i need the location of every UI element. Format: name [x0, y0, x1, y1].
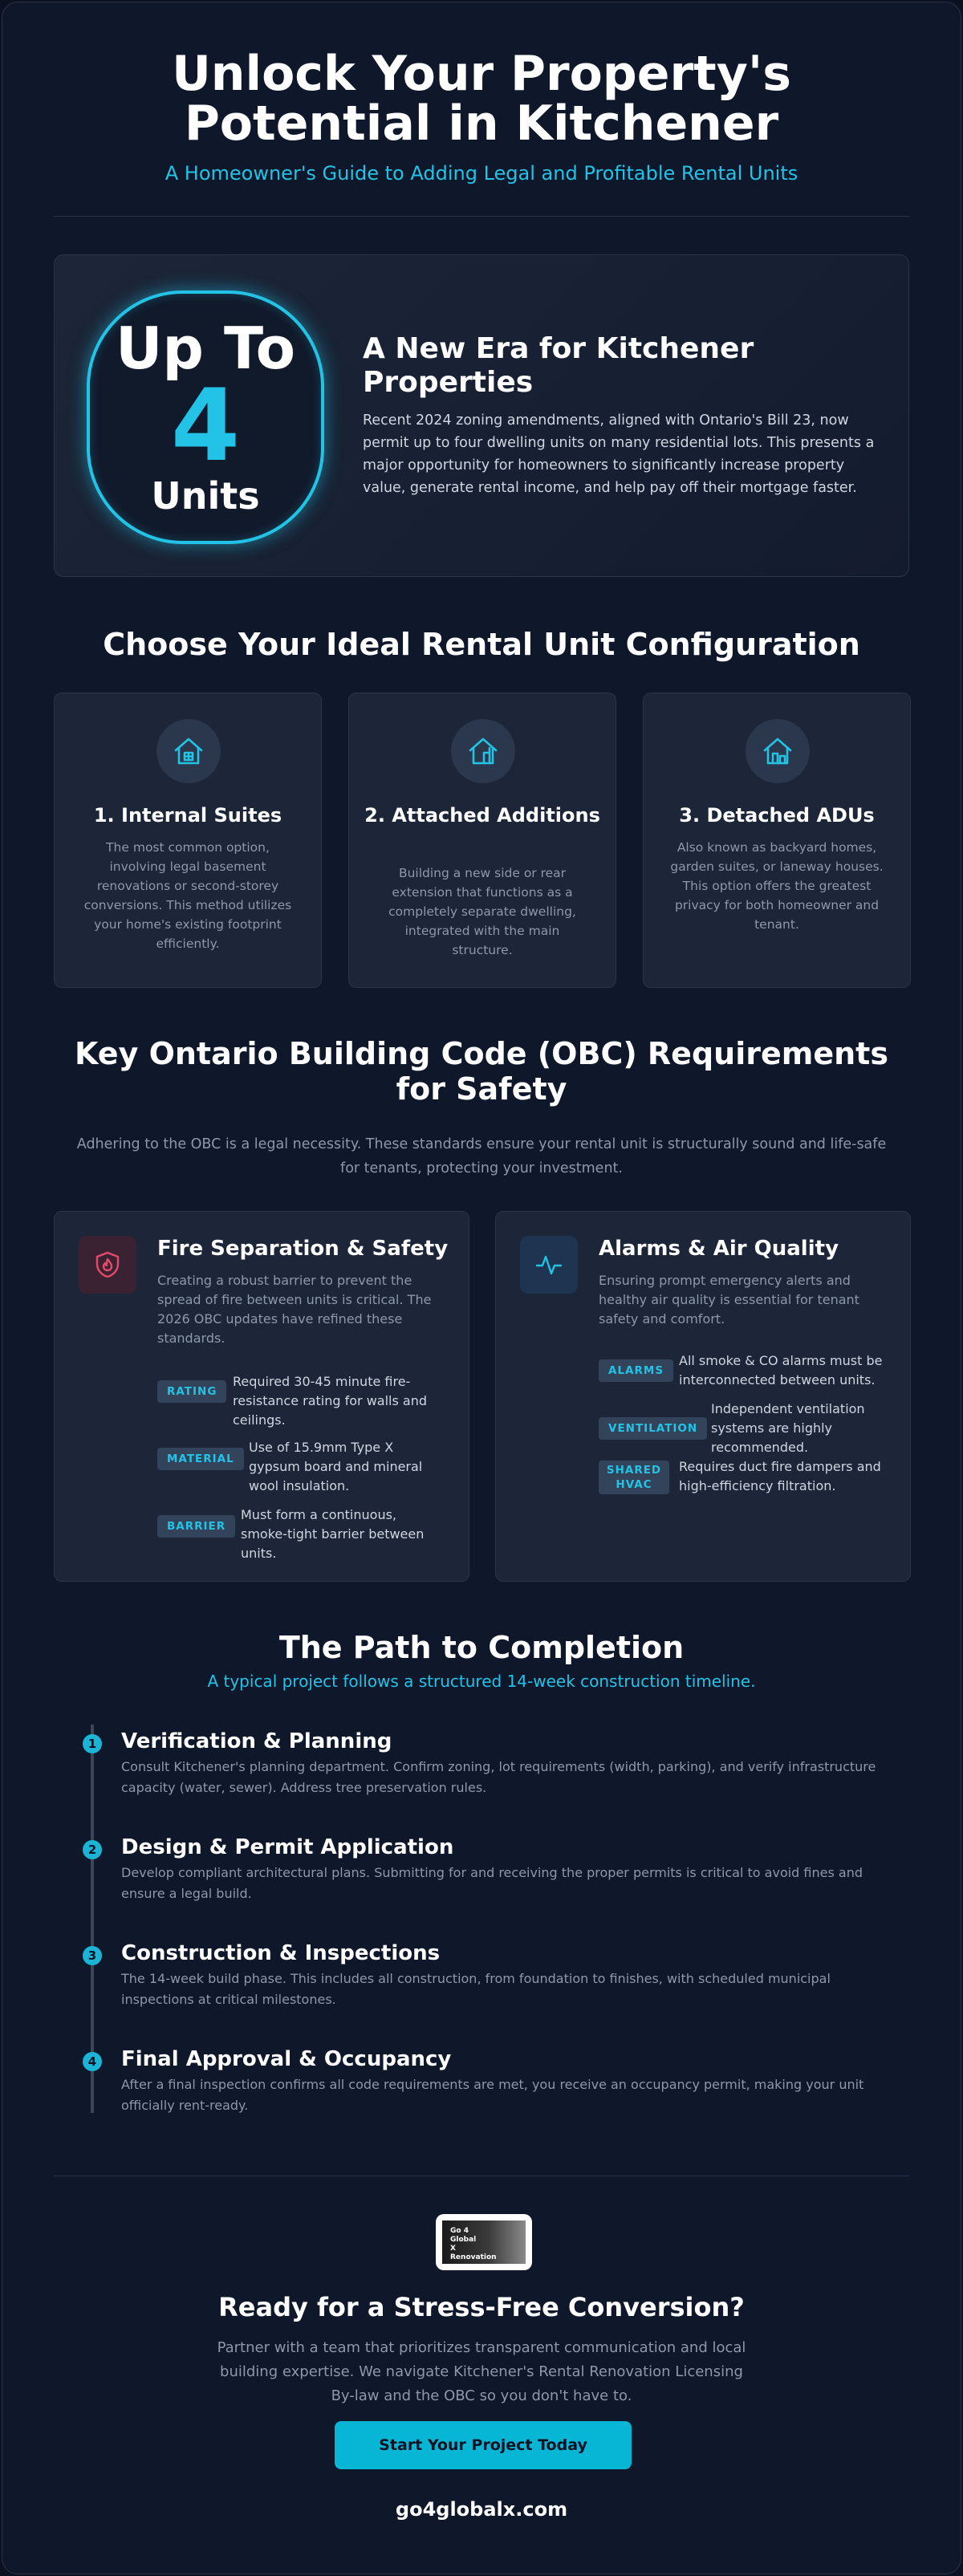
badge-number: 4	[170, 368, 241, 484]
config-card-body: Also known as backyard homes, garden suites, or laneway houses. This option offers the greatest privacy for both homeowner and tenant.	[670, 840, 884, 932]
step-body: Consult Kitchener's planning department. Confirm zoning, lot requirements (width, parking), and verify infrastructure capacity (water, sewer). Address tree preservation rules.	[121, 1759, 876, 1795]
timeline-step	[83, 2046, 893, 2134]
intro-card	[54, 254, 909, 577]
obc-intro: Adhering to the OBC is a legal necessity. These standards ensure your rental unit is structurally sound and life-safe for tenants, protecting your investment.	[76, 1136, 887, 1176]
obc-card-alarms	[495, 1211, 911, 1582]
step-body: After a final inspection confirms all code requirements are met, you receive an occupancy permit, making your unit officially rent-ready.	[121, 2077, 864, 2113]
intro-title: A New Era for Kitchener Properties	[363, 332, 754, 399]
requirement-row	[157, 1374, 445, 1432]
pulse-icon	[520, 1236, 578, 1294]
step-number: 3	[83, 1946, 102, 1965]
obc-card-body: Creating a robust barrier to prevent the spread of fire between units is critical. The 2026 OBC updates have refined these standards.	[157, 1273, 432, 1346]
units-badge	[87, 291, 324, 544]
logo-text: Go 4 Global X Renovation	[450, 2227, 497, 2261]
timeline-step	[83, 1728, 893, 1816]
step-body: Develop compliant architectural plans. Submitting for and receiving the proper permits is critical to avoid fines and ensure a legal build.	[121, 1865, 863, 1901]
requirement-tag: SHARED HVAC	[599, 1461, 669, 1494]
requirement-text: Independent ventilation systems are highly recommended.	[711, 1401, 865, 1455]
step-number: 2	[83, 1840, 102, 1859]
config-card-body: The most common option, involving legal basement renovations or second-storey conversions. This method utilizes your home's existing footprint efficiently.	[83, 840, 292, 951]
config-card-title: 1. Internal Suites	[93, 804, 282, 827]
infographic-page	[2, 2, 961, 2574]
requirement-text: Requires duct fire dampers and high-efficiency filtration.	[679, 1459, 881, 1493]
page-subtitle: A Homeowner's Guide to Adding Legal and Profitable Rental Units	[165, 162, 798, 185]
badge-top-text: Up To	[115, 315, 296, 382]
step-title: Design & Permit Application	[121, 1835, 454, 1859]
badge-bottom-text: Units	[151, 474, 260, 518]
obc-card-title: Fire Separation & Safety	[157, 1237, 449, 1261]
company-logo	[436, 2214, 532, 2270]
step-title: Construction & Inspections	[121, 1941, 441, 1965]
requirement-tag: VENTILATION	[599, 1417, 707, 1440]
house-detached-icon	[746, 719, 810, 783]
requirement-text: Must form a continuous, smoke-tight barrier between units.	[241, 1507, 425, 1561]
obc-card-body: Ensuring prompt emergency alerts and healthy air quality is essential for tenant safety and comfort.	[599, 1273, 859, 1327]
requirement-tag: MATERIAL	[157, 1448, 244, 1470]
requirement-text: All smoke & CO alarms must be interconnected between units.	[679, 1353, 883, 1388]
cta-title: Ready for a Stress-Free Conversion?	[218, 2292, 745, 2322]
step-number: 4	[83, 2052, 102, 2071]
website-link[interactable]: go4globalx.com	[395, 2498, 568, 2521]
config-cards	[54, 693, 909, 988]
requirement-tag: ALARMS	[599, 1359, 673, 1382]
config-card-title: 3. Detached ADUs	[679, 804, 875, 827]
cta-body: Partner with a team that prioritizes transparent communication and local building expertise. We navigate Kitchener's Rental Renovation Licensing By-law and the OBC so you don't have to.	[217, 2339, 746, 2404]
start-project-button[interactable]: Start Your Project Today	[335, 2421, 632, 2469]
obc-section-title: Key Ontario Building Code (OBC) Requirements for Safety	[75, 1036, 888, 1107]
config-card-internal	[54, 693, 322, 988]
step-title: Final Approval & Occupancy	[121, 2047, 452, 2071]
shield-flame-icon	[79, 1236, 136, 1294]
page-title: Unlock Your Property's Potential in Kitchener	[172, 46, 791, 152]
header-divider	[54, 216, 909, 217]
config-card-attached	[348, 693, 616, 988]
path-subtitle: A typical project follows a structured 14-week construction timeline.	[207, 1672, 756, 1691]
config-card-detached	[643, 693, 911, 988]
requirement-row	[599, 1401, 886, 1459]
requirement-text: Use of 15.9mm Type X gypsum board and mineral wool insulation.	[249, 1440, 423, 1493]
step-body: The 14-week build phase. This includes all construction, from foundation to finishes, with scheduled municipal inspections at critical milestones.	[121, 1971, 831, 2007]
house-addition-icon	[451, 719, 515, 783]
config-section-title: Choose Your Ideal Rental Unit Configuration	[103, 627, 860, 662]
path-section-title: The Path to Completion	[278, 1630, 685, 1665]
config-card-title: 2. Attached Additions	[364, 804, 600, 827]
requirement-row	[599, 1459, 886, 1517]
step-number: 1	[83, 1734, 102, 1753]
requirement-tag: BARRIER	[157, 1515, 235, 1538]
requirement-row	[157, 1440, 445, 1497]
obc-card-fire	[54, 1211, 469, 1582]
intro-body: Recent 2024 zoning amendments, aligned with Ontario's Bill 23, now permit up to four dwelling units on many residential lots. This presents a major opportunity for homeowners to significantly increase property value, generate rental income, and help pay off their mortgage faster.	[363, 412, 875, 496]
timeline-step	[83, 1940, 893, 2028]
step-title: Verification & Planning	[121, 1729, 392, 1753]
timeline-step	[83, 1834, 893, 1922]
requirement-text: Required 30-45 minute fire-resistance rating for walls and ceilings.	[233, 1374, 428, 1428]
requirement-tag: RATING	[157, 1380, 226, 1403]
config-card-body: Building a new side or rear extension that functions as a completely separate dwelling, integrated with the main structure.	[388, 866, 576, 957]
house-basement-icon	[156, 719, 221, 783]
obc-card-title: Alarms & Air Quality	[599, 1237, 839, 1261]
requirement-row	[157, 1507, 445, 1565]
